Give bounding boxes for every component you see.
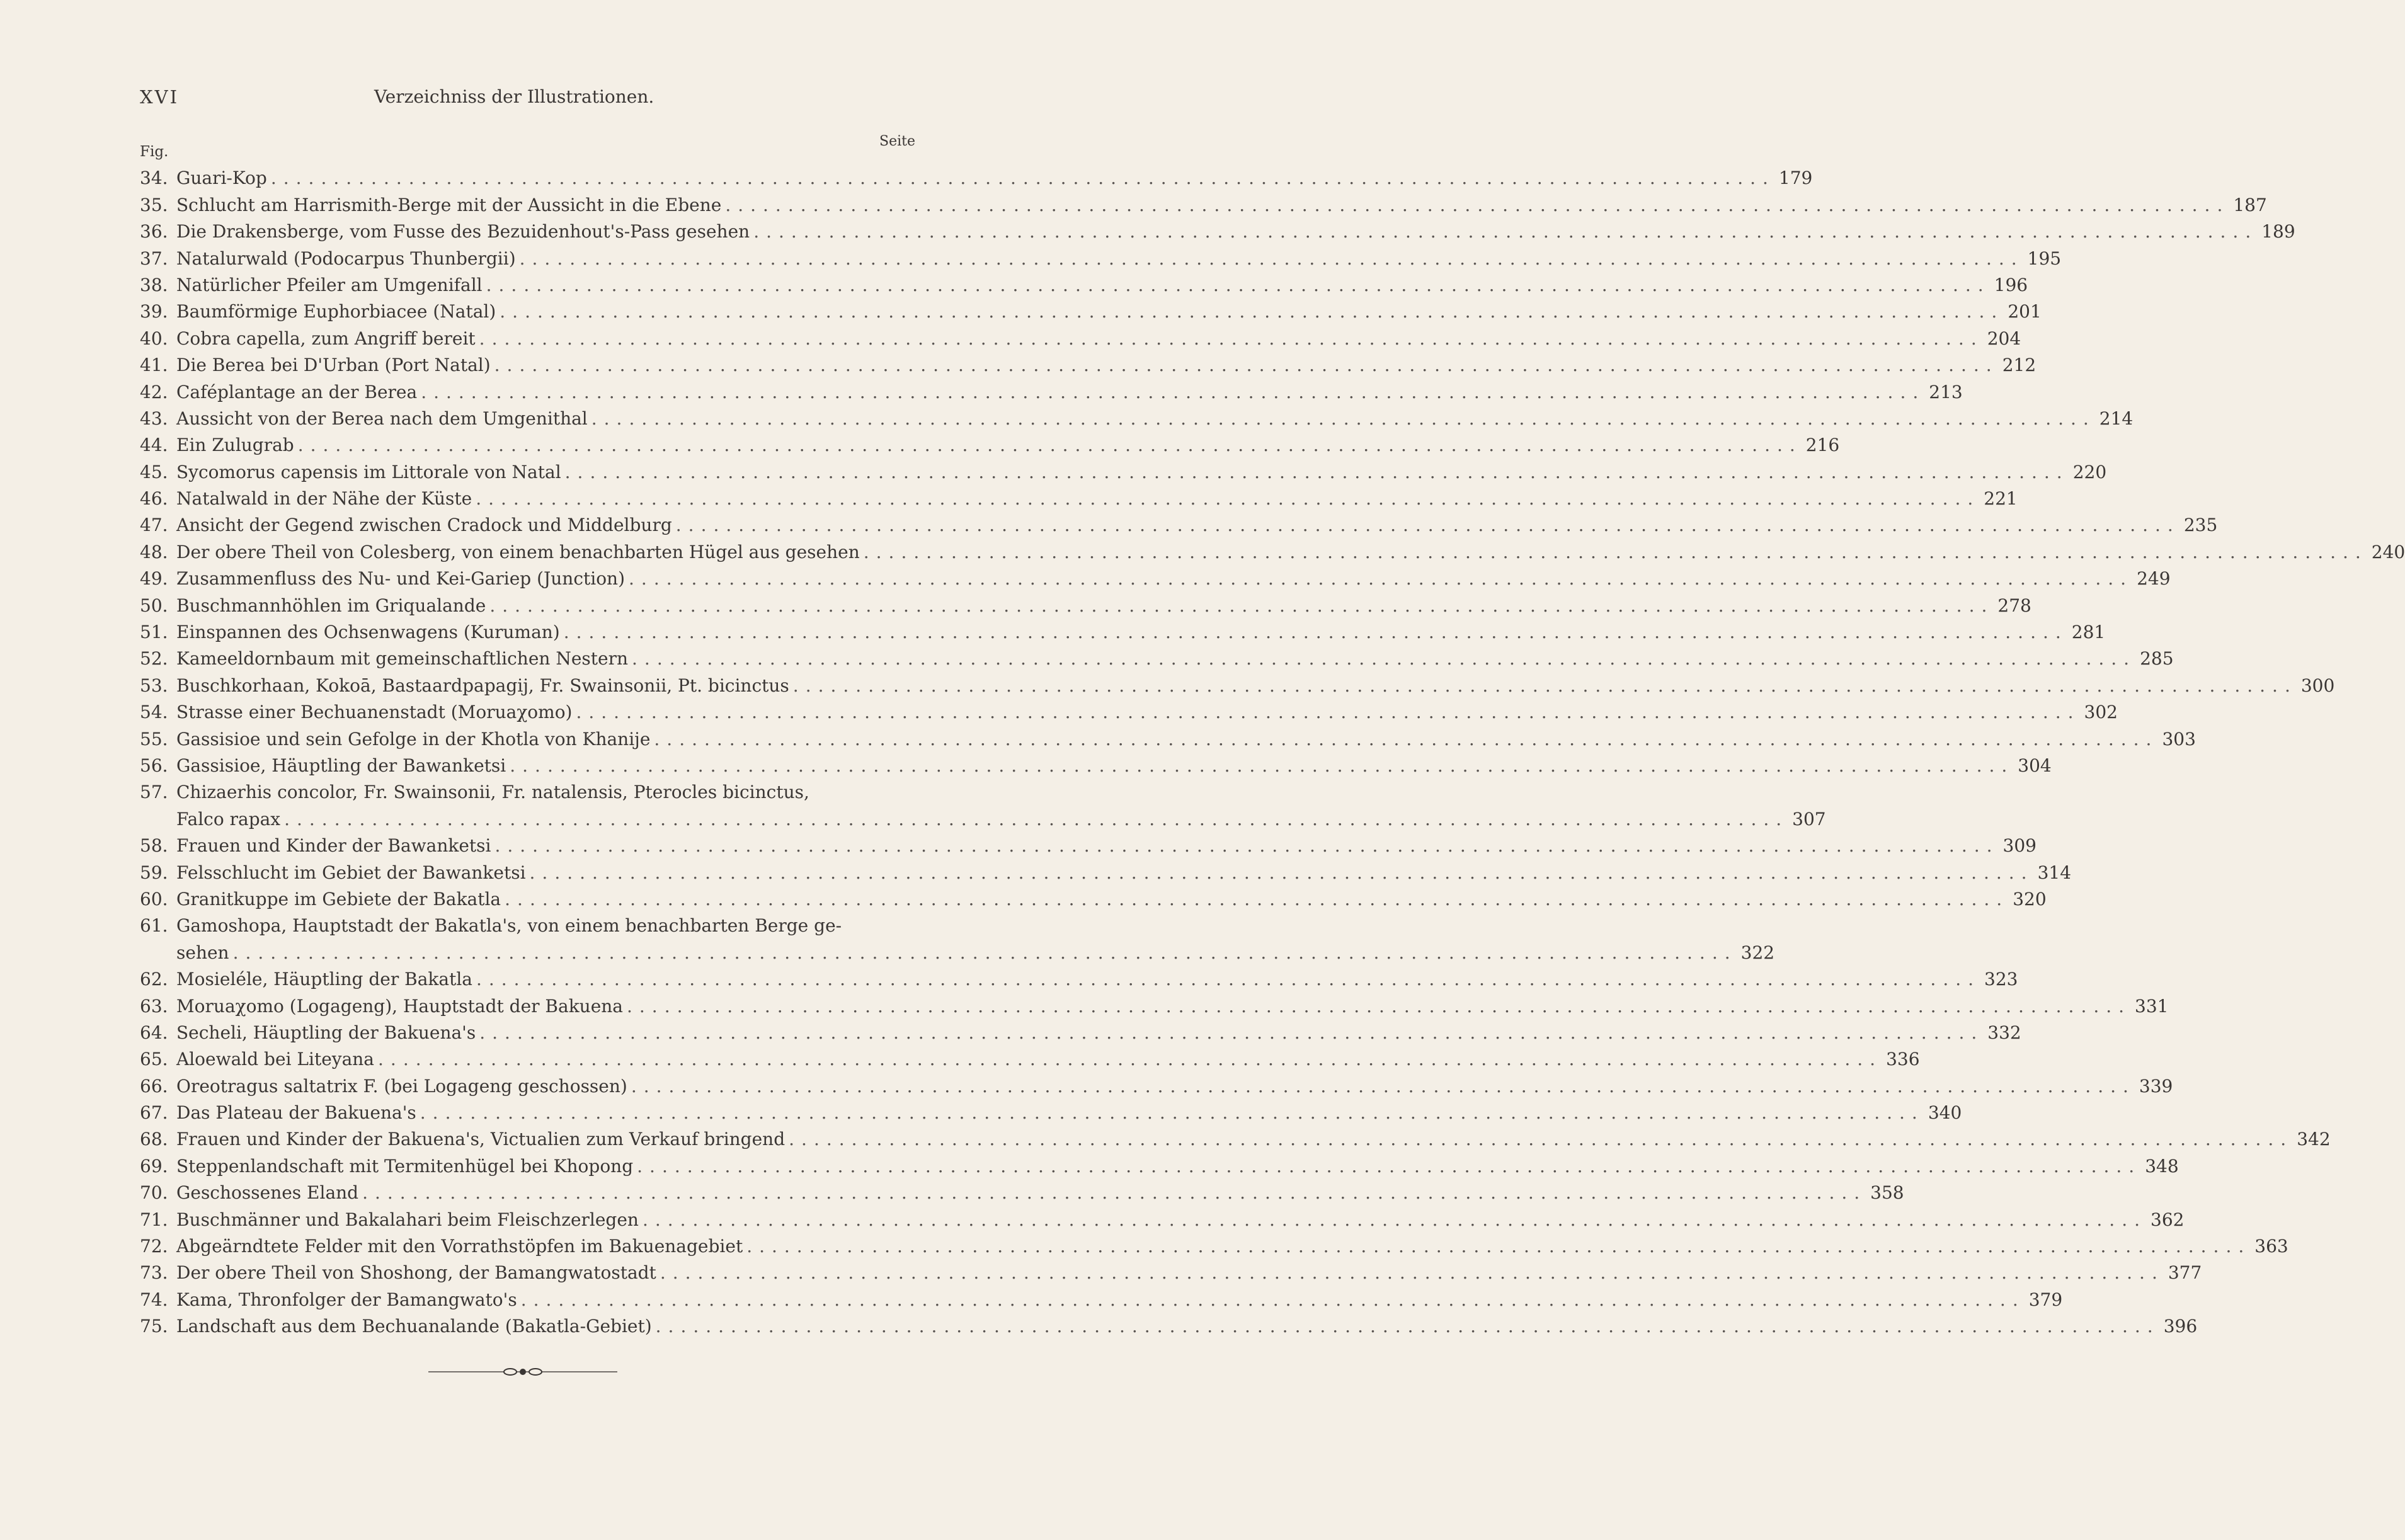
dot-leader: ........................................................................................................................ (476, 488, 1980, 510)
dot-leader: ........................................................................................................................ (510, 755, 2014, 776)
figure-number: 56. (140, 755, 168, 776)
toc-entry (140, 1126, 2331, 1153)
figure-page: 300 (2300, 675, 2335, 696)
toc-entry (140, 939, 1775, 966)
figure-number: 58. (140, 835, 168, 857)
dot-leader: ........................................................................................................................ (655, 1316, 2160, 1337)
toc-entry (140, 512, 2218, 539)
figure-page: 214 (2099, 408, 2134, 429)
dot-leader: ........................................................................................................................ (284, 808, 1789, 830)
dot-leader: ........................................................................................................................ (362, 1182, 1867, 1204)
figure-number: 48. (140, 541, 168, 562)
figure-page: 281 (2071, 622, 2106, 643)
dot-leader: ........................................................................................................................ (479, 1022, 1984, 1043)
figure-title: Ein Zulugrab (176, 435, 294, 456)
figure-page: 309 (2002, 835, 2037, 857)
dot-leader: ........................................................................................................................ (789, 1129, 2294, 1150)
figure-title: Aloewald bei Liteyana (176, 1049, 375, 1070)
figure-number: 45. (140, 461, 168, 482)
toc-entry (140, 592, 2031, 619)
figure-page: 196 (1994, 274, 2028, 295)
figure-column-head: Fig. (140, 144, 169, 160)
dot-leader: ........................................................................................................................ (637, 1155, 2142, 1177)
dot-leader: ........................................................................................................................ (489, 595, 1994, 616)
dot-leader: ........................................................................................................................ (631, 1075, 2135, 1097)
figure-title: Natalurwald (Podocarpus Thunbergii) (176, 248, 516, 269)
toc-entry (140, 779, 917, 806)
figure-title: Aussicht von der Berea nach dem Umgenithal (176, 408, 588, 429)
dot-leader: ........................................................................................................................ (421, 381, 1926, 402)
figure-number: 38. (140, 274, 168, 295)
figure-number: 55. (140, 728, 168, 750)
figure-title: Das Plateau der Bakuena's (176, 1102, 416, 1124)
figure-number: 69. (140, 1155, 168, 1177)
figure-page: 358 (1870, 1182, 1904, 1204)
toc-entry (140, 726, 2196, 752)
dot-leader: ........................................................................................................................ (297, 435, 1802, 456)
figure-page: 201 (2008, 301, 2042, 322)
toc-entry (140, 619, 2106, 646)
page-number: XVI (140, 86, 180, 108)
figure-page: 323 (1984, 969, 2018, 990)
figure-number: 65. (140, 1049, 168, 1070)
figure-title: Mosieléle, Häuptling der Bakatla (176, 969, 472, 990)
toc-entry (140, 859, 2072, 886)
dot-leader: ........................................................................................................................ (420, 1102, 1924, 1124)
figure-page: 396 (2163, 1316, 2198, 1337)
figure-title: Strasse einer Bechuanenstadt (Moruaχomo) (176, 702, 573, 723)
toc-entry (140, 993, 2169, 1019)
toc-entry (140, 886, 2047, 913)
figure-number: 43. (140, 408, 168, 429)
figure-number: 44. (140, 435, 168, 456)
figure-page: 187 (2233, 194, 2267, 215)
figure-number: 60. (140, 888, 168, 910)
figure-number: 71. (140, 1209, 168, 1230)
closing-ornament (428, 1366, 617, 1378)
toc-entry (140, 1073, 2173, 1099)
figure-number: 64. (140, 1022, 168, 1043)
figure-number: 50. (140, 595, 168, 616)
figure-page: 212 (2002, 355, 2037, 376)
dot-leader: ........................................................................................................................ (232, 942, 1737, 963)
toc-entry (140, 191, 2267, 218)
figure-title: Landschaft aus dem Bechuanalande (Bakatla-Gebiet) (176, 1316, 652, 1337)
figure-title: sehen (176, 942, 229, 963)
figure-title: Der obere Theil von Shoshong, der Bamangwatostadt (176, 1262, 656, 1284)
figure-page: 314 (2037, 862, 2072, 883)
dot-leader: ........................................................................................................................ (378, 1049, 1883, 1070)
figure-title: Caféplantage an der Berea (176, 381, 418, 402)
toc-entry (140, 699, 2118, 726)
toc-entry (140, 1100, 1962, 1126)
figure-title: Felsschlucht im Gebiet der Bawanketsi (176, 862, 526, 883)
figure-page: 278 (1997, 595, 2031, 616)
figure-title: Gassisioe, Häuptling der Bawanketsi (176, 755, 506, 776)
figure-number: 61. (140, 915, 168, 937)
figure-number: 73. (140, 1262, 168, 1284)
figure-number: 35. (140, 194, 168, 215)
figure-page: 336 (1886, 1049, 1920, 1070)
figure-title: Ansicht der Gegend zwischen Cradock und Middelburg (176, 515, 672, 536)
figure-title: Die Drakensberge, vom Fusse des Bezuidenhout's-Pass gesehen (176, 221, 750, 242)
figure-title: Oreotragus saltatrix F. (bei Logageng geschossen) (176, 1075, 627, 1097)
dot-leader: ........................................................................................................................ (627, 995, 2132, 1017)
figure-title: Die Berea bei D'Urban (Port Natal) (176, 355, 491, 376)
page-column-head: Seite (879, 134, 915, 149)
dot-leader: ........................................................................................................................ (576, 702, 2081, 723)
toc-entry (140, 272, 2028, 299)
toc-entry (140, 1206, 2185, 1233)
figure-page: 213 (1929, 381, 1963, 402)
figure-number: 53. (140, 675, 168, 696)
dot-leader: ........................................................................................................................ (564, 461, 2069, 482)
figure-page: 216 (1805, 435, 1840, 456)
figure-page: 302 (2084, 702, 2118, 723)
figure-number: 67. (140, 1102, 168, 1124)
figure-number: 72. (140, 1236, 168, 1257)
figure-title: Frauen und Kinder der Bawanketsi (176, 835, 491, 857)
figure-title: Sycomorus capensis im Littorale von Natal (176, 461, 561, 482)
figure-number: 37. (140, 248, 168, 269)
figure-number: 75. (140, 1316, 168, 1337)
toc-entry (140, 406, 2134, 432)
figure-title: Zusammenfluss des Nu- und Kei-Gariep (Junction) (176, 568, 626, 590)
figure-page: 332 (1987, 1022, 2021, 1043)
figure-title: Moruaχomo (Logageng), Hauptstadt der Bakuena (176, 995, 623, 1017)
running-title: Verzeichniss der Illustrationen. (374, 86, 654, 107)
toc-entry (140, 379, 1963, 405)
toc-entry (140, 1153, 2179, 1179)
figure-title: Schlucht am Harrismith-Berge mit der Aussicht in die Ebene (176, 194, 722, 215)
toc-entry (140, 672, 2335, 699)
figure-title: Secheli, Häuptling der Bakuena's (176, 1022, 476, 1043)
dot-leader: ........................................................................................................................ (270, 168, 1775, 189)
figure-page: 331 (2135, 995, 2169, 1017)
dot-leader: ........................................................................................................................ (591, 408, 2096, 429)
figure-number: 34. (140, 168, 168, 189)
figure-title: Buschkorhaan, Kokoā, Bastaardpapagij, Fr. Swainsonii, Pt. bicinctus (176, 675, 789, 696)
figure-title: Guari-Kop (176, 168, 267, 189)
dot-leader: ........................................................................................................................ (494, 835, 1999, 857)
dot-leader: ........................................................................................................................ (863, 541, 2368, 562)
figure-number: 41. (140, 355, 168, 376)
illustrations-list (140, 165, 2405, 1340)
dot-leader: ........................................................................................................................ (486, 274, 1991, 295)
figure-number: 62. (140, 969, 168, 990)
figure-number: 66. (140, 1075, 168, 1097)
dot-leader: ........................................................................................................................ (632, 648, 2137, 670)
figure-page: 220 (2072, 461, 2107, 482)
figure-number: 39. (140, 301, 168, 322)
toc-entry (140, 806, 1826, 832)
toc-entry (140, 913, 917, 939)
figure-title: Gassisioe und sein Gefolge in der Khotla von Khanije (176, 728, 651, 750)
toc-entry (140, 459, 2107, 485)
dot-leader: ........................................................................................................................ (494, 355, 1999, 376)
figure-title: Der obere Theil von Colesberg, von einem benachbarten Hügel aus gesehen (176, 541, 860, 562)
figure-page: 348 (2145, 1155, 2179, 1177)
toc-entry (140, 966, 2018, 993)
figure-number: 51. (140, 622, 168, 643)
figure-title: Kameeldornbaum mit gemeinschaftlichen Nestern (176, 648, 629, 670)
figure-page: 179 (1778, 168, 1813, 189)
dot-leader: ........................................................................................................................ (519, 248, 2024, 269)
dot-leader: ........................................................................................................................ (629, 568, 2134, 590)
page-header (140, 86, 915, 111)
figure-page: 322 (1740, 942, 1775, 963)
dot-leader: ........................................................................................................................ (654, 728, 2159, 750)
toc-entry (140, 539, 2405, 565)
toc-entry (140, 245, 2062, 271)
toc-entry (140, 1020, 2021, 1046)
figure-number: 70. (140, 1182, 168, 1204)
figure-page: 204 (1987, 328, 2021, 349)
toc-entry (140, 219, 2295, 245)
figure-number: 46. (140, 488, 168, 510)
figure-title: Natürlicher Pfeiler am Umgenifall (176, 274, 483, 295)
dot-leader: ........................................................................................................................ (725, 194, 2230, 215)
figure-page: 339 (2139, 1075, 2173, 1097)
figure-title: Natalwald in der Nähe der Küste (176, 488, 472, 510)
figure-page: 235 (2183, 515, 2218, 536)
dot-leader: ........................................................................................................................ (529, 862, 2034, 883)
figure-title: Einspannen des Ochsenwagens (Kuruman) (176, 622, 560, 643)
figure-title: Falco rapax (176, 808, 281, 830)
figure-number: 68. (140, 1129, 168, 1150)
dot-leader: ........................................................................................................................ (660, 1262, 2164, 1284)
figure-title: Granitkuppe im Gebiete der Bakatla (176, 888, 501, 910)
dot-leader: ........................................................................................................................ (792, 675, 2297, 696)
figure-number: 49. (140, 568, 168, 590)
toc-entry (140, 299, 2042, 325)
toc-entry (140, 486, 2018, 512)
figure-page: 377 (2168, 1262, 2202, 1284)
figure-page: 340 (1928, 1102, 1962, 1124)
figure-number: 54. (140, 702, 168, 723)
dot-leader: ........................................................................................................................ (500, 301, 2004, 322)
figure-page: 362 (2151, 1209, 2185, 1230)
figure-page: 320 (2013, 888, 2047, 910)
toc-entry (140, 432, 1840, 459)
figure-number: 52. (140, 648, 168, 670)
toc-entry (140, 753, 2052, 779)
toc-entry (140, 566, 2171, 592)
dot-leader: ........................................................................................................................ (746, 1236, 2251, 1257)
figure-title: Chizaerhis concolor, Fr. Swainsonii, Fr. natalensis, Pterocles bicinctus, (176, 782, 809, 803)
figure-page: 379 (2028, 1289, 2063, 1310)
figure-number: 63. (140, 995, 168, 1017)
figure-title: Kama, Thronfolger der Bamangwato's (176, 1289, 517, 1310)
figure-number: 40. (140, 328, 168, 349)
figure-title: Buschmannhöhlen im Griqualande (176, 595, 486, 616)
figure-page: 363 (2254, 1236, 2288, 1257)
toc-entry (140, 1233, 2288, 1260)
toc-entry (140, 325, 2021, 351)
toc-entry (140, 646, 2174, 672)
figure-title: Abgeärndtete Felder mit den Vorrathstöpfen im Bakuenagebiet (176, 1236, 743, 1257)
dot-leader: ........................................................................................................................ (476, 969, 1981, 990)
figure-page: 342 (2297, 1129, 2331, 1150)
toc-entry (140, 165, 1813, 191)
figure-page: 303 (2162, 728, 2196, 750)
dot-leader: ........................................................................................................................ (642, 1209, 2147, 1230)
figure-page: 249 (2137, 568, 2171, 590)
figure-page: 195 (2027, 248, 2062, 269)
toc-entry (140, 1313, 2198, 1340)
dot-leader: ........................................................................................................................ (753, 221, 2258, 242)
toc-entry (140, 833, 2037, 859)
figure-title: Steppenlandschaft mit Termitenhügel bei Khopong (176, 1155, 634, 1177)
dot-leader: ........................................................................................................................ (520, 1289, 2025, 1310)
figure-number: 47. (140, 515, 168, 536)
toc-entry (140, 1046, 1920, 1073)
figure-page: 307 (1792, 808, 1826, 830)
figure-number: 74. (140, 1289, 168, 1310)
toc-entry (140, 352, 2037, 379)
figure-page: 189 (2261, 221, 2295, 242)
figure-page: 240 (2371, 541, 2405, 562)
figure-title: Baumförmige Euphorbiacee (Natal) (176, 301, 496, 322)
dot-leader: ........................................................................................................................ (563, 622, 2068, 643)
figure-title: Cobra capella, zum Angriff bereit (176, 328, 476, 349)
figure-number: 57. (140, 782, 168, 803)
dot-leader: ........................................................................................................................ (675, 515, 2180, 536)
figure-number: 36. (140, 221, 168, 242)
figure-title: Gamoshopa, Hauptstadt der Bakatla's, von einem benachbarten Berge ge- (176, 915, 842, 937)
dot-leader: ........................................................................................................................ (479, 328, 1984, 349)
figure-number: 42. (140, 381, 168, 402)
figure-title: Buschmänner und Bakalahari beim Fleischzerlegen (176, 1209, 639, 1230)
figure-title: Frauen und Kinder der Bakuena's, Victualien zum Verkauf bringend (176, 1129, 785, 1150)
figure-page: 304 (2018, 755, 2052, 776)
figure-title: Geschossenes Eland (176, 1182, 359, 1204)
toc-entry (140, 1260, 2202, 1286)
figure-page: 285 (2140, 648, 2174, 670)
dot-leader: ........................................................................................................................ (505, 888, 2009, 910)
toc-entry (140, 1180, 1904, 1206)
toc-entry (140, 1286, 2063, 1313)
figure-number: 59. (140, 862, 168, 883)
figure-page: 221 (1984, 488, 2018, 510)
